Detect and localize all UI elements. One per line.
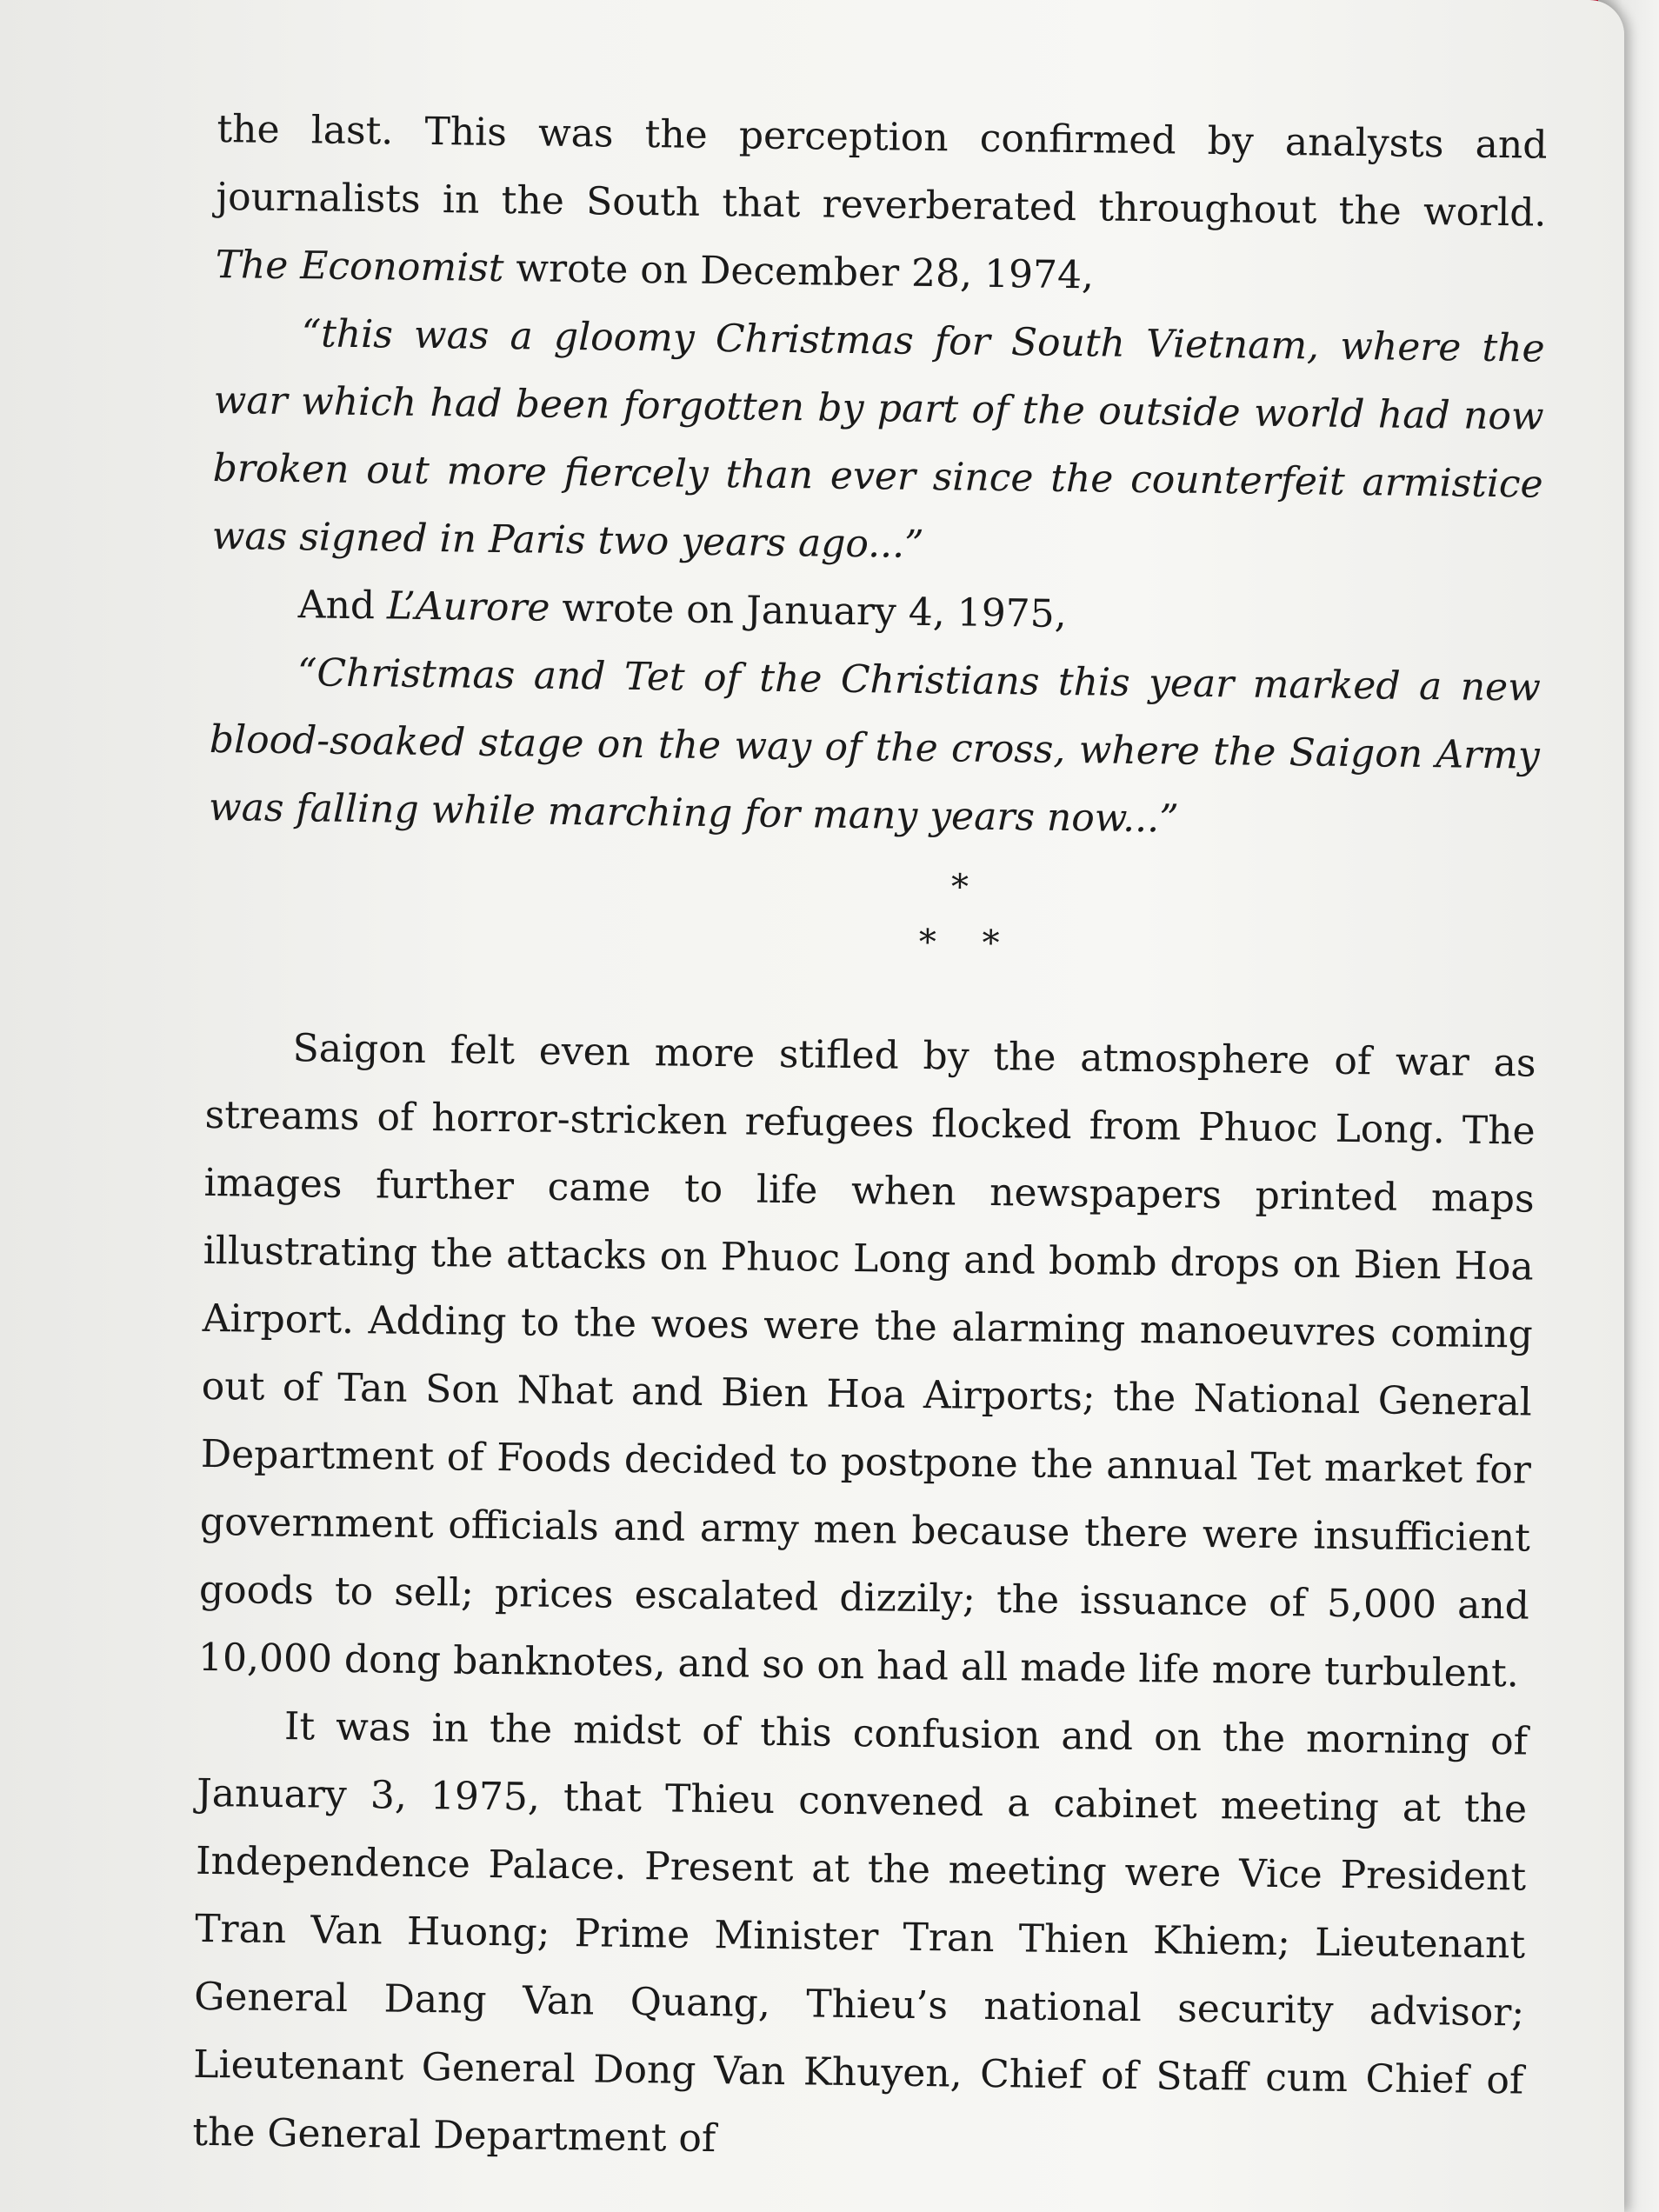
text-run: wrote on December 28, 1974, <box>503 246 1095 298</box>
paragraph-1 <box>215 96 1548 316</box>
publication-title: L’Aurore <box>386 583 550 630</box>
text-run: And <box>297 583 388 629</box>
paragraph-saigon: Saigon felt even more stifled by the atmosphere of war as streams of horror-stricken refugees flocked from Phuoc Long. The images further came to life when newspapers printed maps illustrating the attacks on Phuoc Long and bomb drops on Bien Hoa Airport. Adding to the woes were the alarming manoeuvres coming out of Tan Son Nhat and Bien Hoa Airports; the National General Department of Foods decided to postpone the annual Tet market for government officials and army men because there were insufficient goods to sell; prices escalated dizzily; the issuance of 5,000 and 10,000 dong banknotes, and so on had all made life more turbulent. <box>197 1026 1536 1696</box>
publication-title: The Economist <box>215 242 504 291</box>
separator-star-row-2: * * <box>918 922 1017 964</box>
quote-economist: “this was a gloomy Christmas for South Vietnam, where the war which had been forgotten by part of the outside world had now broken out more fiercely than ever since the counterfeit armistice was signed in Paris two years ago...” <box>211 311 1545 567</box>
quote-laurore: “Christmas and Tet of the Christians this year marked a new blood-soaked stage on the way of the cross, where the Saigon Army was falling while marching for many years now...” <box>208 650 1542 842</box>
section-separator <box>207 850 1538 978</box>
separator-star-row-1: * <box>950 867 987 908</box>
text-run: wrote on January 4, 1975, <box>550 585 1068 636</box>
page-text <box>192 96 1548 2183</box>
paragraph-cabinet-meeting: It was in the midst of this confusion and on the morning of January 3, 1975, that Thieu convened a cabinet meeting at the Independence Palace. Present at the meeting were Vice President Tran Van Huong; Prime Minister Tran Thien Khiem; Lieutenant General Dang Van Quang, Thieu’s national security advisor; Lieutenant General Dong Van Khuyen, Chief of Staff cum Chief of the General Department of <box>192 1704 1529 2162</box>
text-run: the last. This was the perception confirmed by analysts and journalists in the South that reverberated throughout the world. <box>216 106 1548 236</box>
